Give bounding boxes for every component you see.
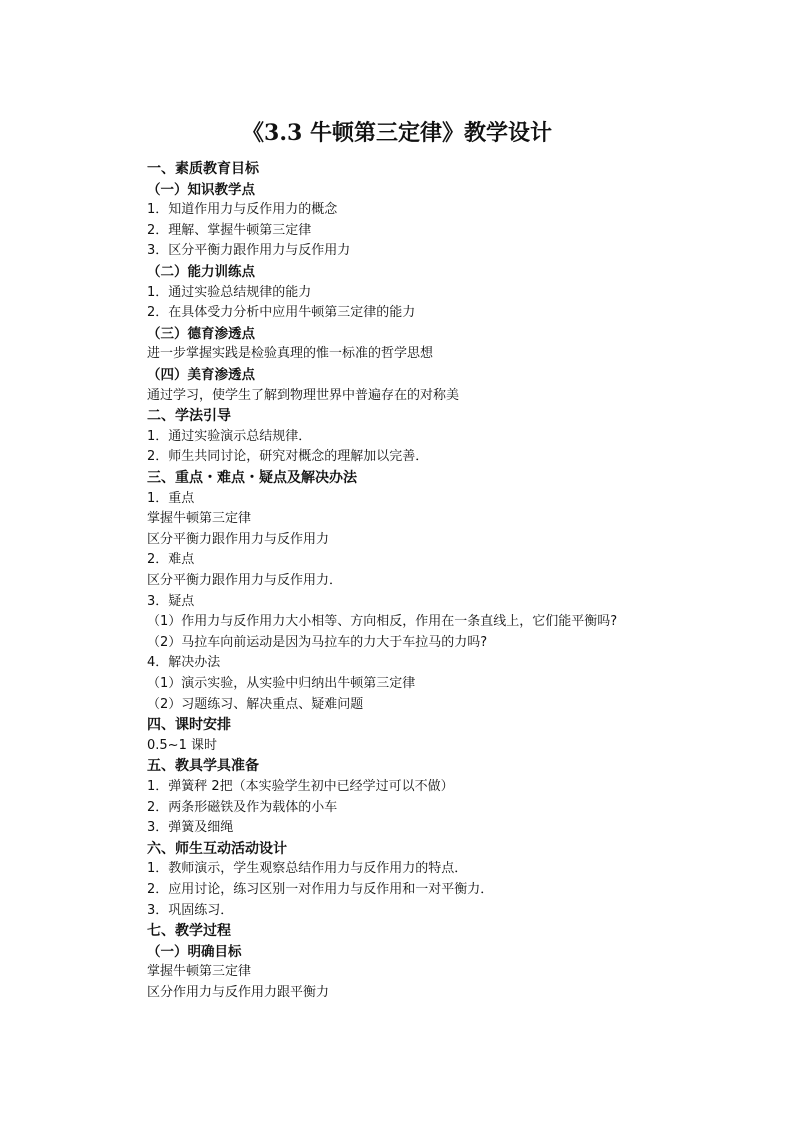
- paragraph-line: 通过学习，使学生了解到物理世界中普遍存在的对称美: [147, 387, 460, 403]
- paragraph-line: （2）习题练习、解决重点、疑难问题: [147, 696, 364, 712]
- document-title: 《3.3 牛顿第三定律》教学设计: [242, 120, 552, 146]
- paragraph-line: 1．通过实验总结规律的能力: [147, 284, 312, 300]
- paragraph-line: （1）作用力与反作用力大小相等、方向相反，作用在一条直线上，它们能平衡吗?: [147, 614, 618, 630]
- paragraph-line: 区分作用力与反作用力跟平衡力: [147, 985, 330, 1000]
- paragraph-line: 掌握牛顿第三定律: [147, 964, 252, 980]
- paragraph-line: 1．教师演示，学生观察总结作用力与反作用力的特点．: [147, 861, 468, 877]
- paragraph-line: 1．重点: [147, 490, 195, 506]
- section-heading: 二、学法引导: [147, 408, 231, 425]
- paragraph-line: 2．理解、掌握牛顿第三定律: [147, 222, 312, 238]
- paragraph-line: 2．难点: [147, 552, 195, 568]
- paragraph-line: 3．区分平衡力跟作用力与反作用力: [147, 243, 351, 259]
- section-heading: （二）能力训练点: [147, 264, 255, 280]
- paragraph-line: 2．应用讨论，练习区别一对作用力与反作用和一对平衡力．: [147, 882, 494, 897]
- section-heading: 三、重点・难点・疑点及解决办法: [147, 470, 357, 486]
- paragraph-line: （2）马拉车向前运动是因为马拉车的力大于车拉马的力吗?: [147, 634, 488, 650]
- paragraph-line: 3．弹簧及细绳: [147, 820, 234, 836]
- paragraph-line: （1）演示实验，从实验中归纳出牛顿第三定律: [147, 676, 416, 691]
- paragraph-line: 2．师生共同讨论，研究对概念的理解加以完善．: [147, 449, 429, 465]
- paragraph-line: 掌握牛顿第三定律: [147, 511, 252, 527]
- paragraph-line: 2．两条形磁铁及作为载体的小车: [147, 799, 338, 815]
- section-heading: （一）知识教学点: [147, 181, 255, 198]
- section-heading: 七、教学过程: [147, 923, 231, 940]
- section-heading: （三）德育渗透点: [147, 325, 255, 342]
- paragraph-line: 1．知道作用力与反作用力的概念: [147, 202, 338, 218]
- paragraph-line: 3．巩固练习．: [147, 902, 234, 918]
- paragraph-line: 1．弹簧秤 2把（本实验学生初中已经学过可以不做）: [147, 779, 454, 794]
- section-heading: 四、课时安排: [147, 717, 231, 734]
- paragraph-line: 4．解决办法: [147, 655, 221, 671]
- section-heading: （一）明确目标: [147, 943, 242, 960]
- section-heading: 一、素质教育目标: [147, 161, 259, 177]
- section-heading: 六、师生互动活动设计: [147, 840, 287, 857]
- paragraph-line: 2．在具体受力分析中应用牛顿第三定律的能力: [147, 305, 416, 321]
- section-heading: 五、教具学具准备: [147, 758, 259, 775]
- paragraph-line: 1．通过实验演示总结规律．: [147, 428, 312, 444]
- paragraph-line: 0.5~1 课时: [147, 737, 217, 753]
- paragraph-line: 区分平衡力跟作用力与反作用力: [147, 531, 330, 547]
- paragraph-line: 区分平衡力跟作用力与反作用力．: [147, 573, 343, 588]
- paragraph-line: 进一步掌握实践是检验真理的惟一标准的哲学思想: [147, 346, 434, 362]
- section-heading: （四）美育渗透点: [147, 367, 255, 383]
- paragraph-line: 3．疑点: [147, 593, 195, 609]
